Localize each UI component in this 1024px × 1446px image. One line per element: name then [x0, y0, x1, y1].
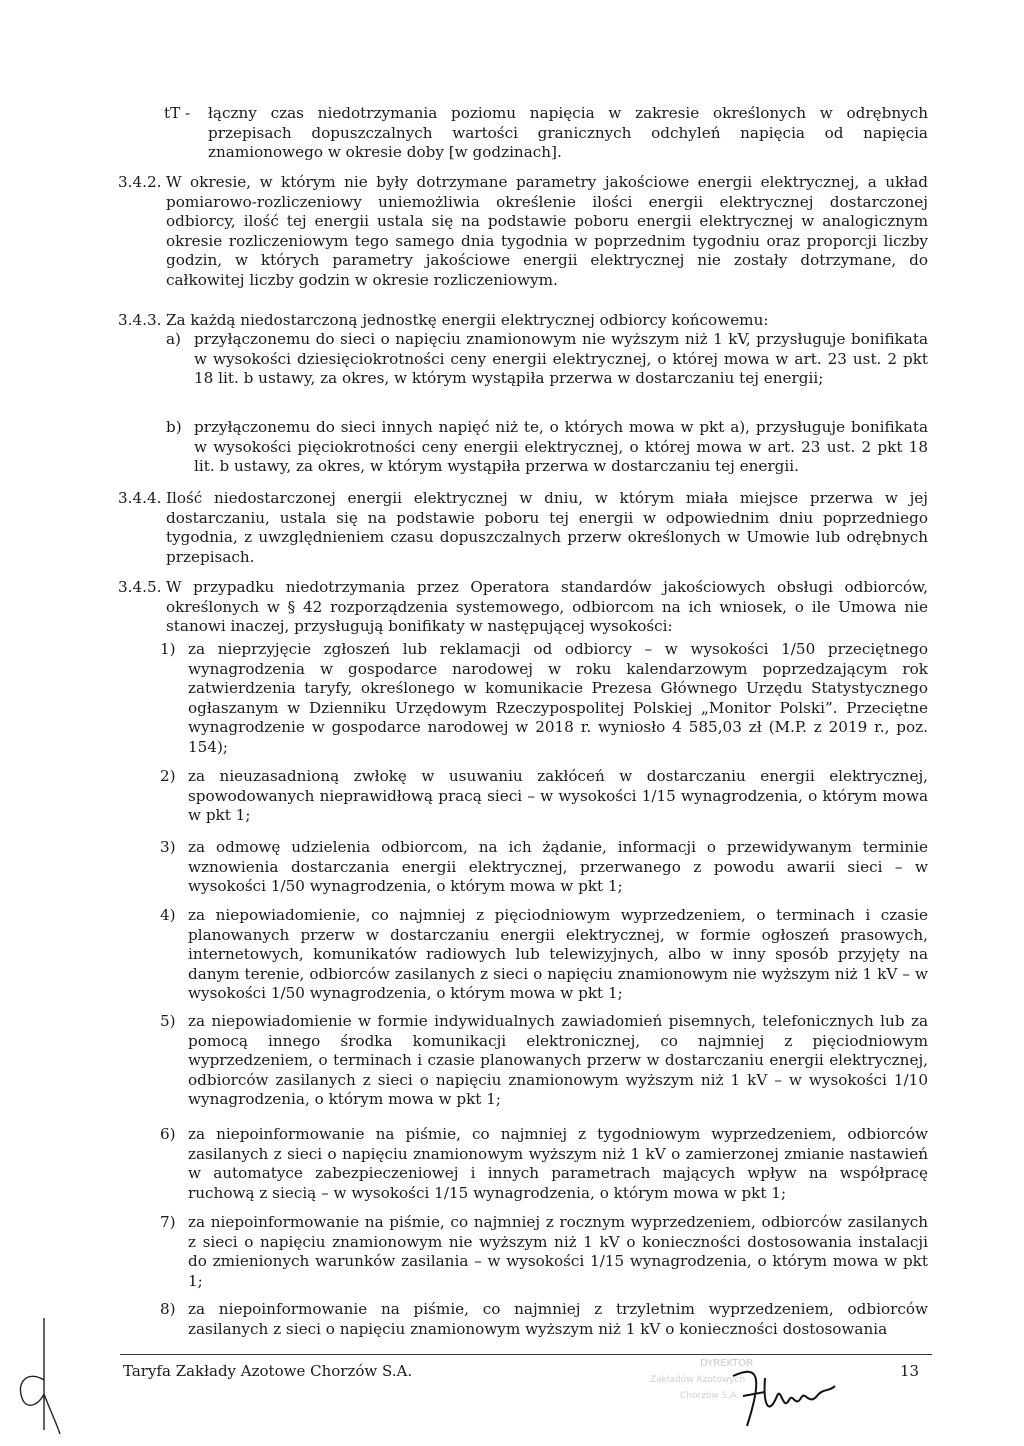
- section-paragraph: W okresie, w którym nie były dotrzymane parametry jakościowe energii elektrycznej, a układ pomiarowo-rozliczeniowy uniemożliwia określenie ilości energii elektrycznej dostarczonej odbiorcy, ilość tej energii ustala się na podstawie poboru energii elektrycznej w analogicznym okresie rozliczeniowym tego samego dnia tygodnia w poprzednim tygodniu oraz proporcji liczby godzin, w których parametry jakościowe energii elektrycznej nie zostały dotrzymane, do całkowitej liczby godzin w okresie rozliczeniowym.: [166, 173, 928, 289]
- definition-text: [208, 104, 928, 163]
- list-item: [188, 1213, 928, 1291]
- section-3-4-5: [166, 578, 928, 637]
- definition-paragraph: łączny czas niedotrzymania poziomu napięcia w zakresie określonych w odrębnych przepisach dopuszczalnych wartości granicznych odchyleń napięcia od napięcia znamionowego w okresie doby [w godzinach].: [208, 104, 928, 162]
- list-item-text: za odmowę udzielenia odbiorcom, na ich żądanie, informacji o przewidywanym terminie wznowienia dostarczania energii elektrycznej, przerwanego z powodu awarii sieci – w wysokości 1/50 wynagrodzenia, o którym mowa w pkt 1;: [188, 838, 928, 896]
- list-item-label: 8): [160, 1300, 176, 1318]
- list-item-text: za niepoinformowanie na piśmie, co najmniej z trzyletnim wyprzedzeniem, odbiorców zasilanych z sieci o napięciu znamionowym wyższym niż 1 kV o konieczności dostosowania: [188, 1300, 928, 1338]
- section-3-4-4: [166, 489, 928, 567]
- section-paragraph: W przypadku niedotrzymania przez Operatora standardów jakościowych obsługi odbiorców, określonych w § 42 rozporządzenia systemowego, odbiorcom na ich wniosek, o ile Umowa nie stanowi inaczej, przysługują bonifikaty w następującej wysokości:: [166, 578, 928, 636]
- list-item: [188, 1300, 928, 1339]
- list-item-text: za niepoinformowanie na piśmie, co najmniej z rocznym wyprzedzeniem, odbiorców zasilanych z sieci o napięciu znamionowym nie wyższym niż 1 kV o konieczności dostosowania instalacji do zmienionych warunków zasilania – w wysokości 1/15 wynagrodzenia, o którym mowa w pkt 1;: [188, 1213, 928, 1290]
- section-number: 3.4.3.: [118, 311, 162, 329]
- list-item-text: za niepoinformowanie na piśmie, co najmniej z tygodniowym wyprzedzeniem, odbiorców zasilanych z sieci o napięciu znamionowym wyższym niż 1 kV o zamierzonej zmianie nastawień w automatyce zabezpieczeniowej i innych parametrach mających wpływ na współpracę ruchową z siecią – w wysokości 1/15 wynagrodzenia, o którym mowa w pkt 1;: [188, 1125, 928, 1202]
- list-item: [188, 767, 928, 826]
- list-item: [194, 418, 928, 477]
- section-number: 3.4.4.: [118, 489, 162, 507]
- list-item-text: za nieprzyjęcie zgłoszeń lub reklamacji od odbiorcy – w wysokości 1/50 przeciętnego wynagrodzenia w gospodarce narodowej w roku kalendarzowym poprzedzającym rok zatwierdzenia taryfy, określonego w komunikacie Prezesa Głównego Urzędu Statystycznego ogłaszanym w Dzienniku Urzędowym Rzeczypospolitej Polskiej „Monitor Polski”. Przeciętne wynagrodzenie w gospodarce narodowej w 2018 r. wyniosło 4 585,03 zł (M.P. z 2019 r., poz. 154);: [188, 640, 928, 756]
- section-3-4-3: [166, 311, 928, 331]
- list-item: [188, 1012, 928, 1110]
- section-3-4-2: [166, 173, 928, 291]
- list-item-label: 7): [160, 1213, 176, 1231]
- list-item-label: b): [166, 418, 182, 436]
- list-item-text: przyłączonemu do sieci o napięciu znamionowym nie wyższym niż 1 kV, przysługuje bonifikata w wysokości dziesięciokrotności ceny energii elektrycznej, o której mowa w art. 23 ust. 2 pkt 18 lit. b ustawy, za okres, w którym wystąpiła przerwa w dostarczaniu tej energii;: [194, 330, 928, 388]
- svg-text:DYREKTOR: DYREKTOR: [700, 1358, 754, 1369]
- list-item-label: 3): [160, 838, 176, 856]
- list-item-text: za niepowiadomienie w formie indywidualnych zawiadomień pisemnych, telefonicznych lub za pomocą innego środka komunikacji elektronicznej, co najmniej z pięciodniowym wyprzedzeniem, o terminach i czasie planowanych przerw w dostarczaniu energii elektrycznej, odbiorców zasilanych z sieci o napięciu znamionowym wyższym niż 1 kV – w wysokości 1/10 wynagrodzenia, o którym mowa w pkt 1;: [188, 1012, 928, 1109]
- list-item: [188, 640, 928, 758]
- list-item-label: 5): [160, 1012, 176, 1030]
- section-number: 3.4.2.: [118, 173, 162, 191]
- list-item-label: a): [166, 330, 181, 348]
- list-item: [188, 838, 928, 897]
- section-paragraph: Za każdą niedostarczoną jednostkę energii elektrycznej odbiorcy końcowemu:: [166, 311, 769, 329]
- svg-text:Chorzów S.A.: Chorzów S.A.: [680, 1391, 740, 1401]
- list-item-text: przyłączonemu do sieci innych napięć niż te, o których mowa w pkt a), przysługuje bonifikata w wysokości pięciokrotności ceny energii elektrycznej, o której mowa w art. 23 ust. 2 pkt 18 lit. b ustawy, za okres, w którym wystąpiła przerwa w dostarczaniu tej energii.: [194, 418, 928, 476]
- definition-label: tT -: [164, 104, 191, 122]
- list-item-label: 1): [160, 640, 176, 658]
- list-item: [188, 906, 928, 1004]
- list-item-label: 2): [160, 767, 176, 785]
- list-item: [194, 330, 928, 389]
- footer-title: Taryfa Zakłady Azotowe Chorzów S.A.: [123, 1362, 413, 1380]
- section-number: 3.4.5.: [118, 578, 162, 596]
- director-signature: [725, 1356, 845, 1436]
- list-item-label: 6): [160, 1125, 176, 1143]
- margin-signature: [8, 1310, 68, 1440]
- section-paragraph: Ilość niedostarczonej energii elektrycznej w dniu, w którym miała miejsce przerwa w jej dostarczaniu, ustala się na podstawie poboru tej energii w odpowiednim dniu poprzedniego tygodnia, z uwzględnieniem czasu dopuszczalnych przerw określonych w Umowie lub odrębnych przepisach.: [166, 489, 928, 566]
- list-item: [188, 1125, 928, 1203]
- list-item-text: za niepowiadomienie, co najmniej z pięciodniowym wyprzedzeniem, o terminach i czasie planowanych przerw w dostarczaniu energii elektrycznej, w formie ogłoszeń prasowych, internetowych, komunikatów radiowych lub telewizyjnych, albo w inny sposób przyjęty na danym terenie, odbiorców zasilanych z sieci o napięciu znamionowym nie wyższym niż 1 kV – w wysokości 1/50 wynagrodzenia, o którym mowa w pkt 1;: [188, 906, 928, 1003]
- svg-text:Zakładów Azotowych: Zakładów Azotowych: [650, 1375, 746, 1385]
- list-item-text: za nieuzasadnioną zwłokę w usuwaniu zakłóceń w dostarczaniu energii elektrycznej, spowodowanych nieprawidłową pracą sieci – w wysokości 1/15 wynagrodzenia, o którym mowa w pkt 1;: [188, 767, 928, 825]
- page-number: 13: [900, 1362, 920, 1380]
- list-item-label: 4): [160, 906, 176, 924]
